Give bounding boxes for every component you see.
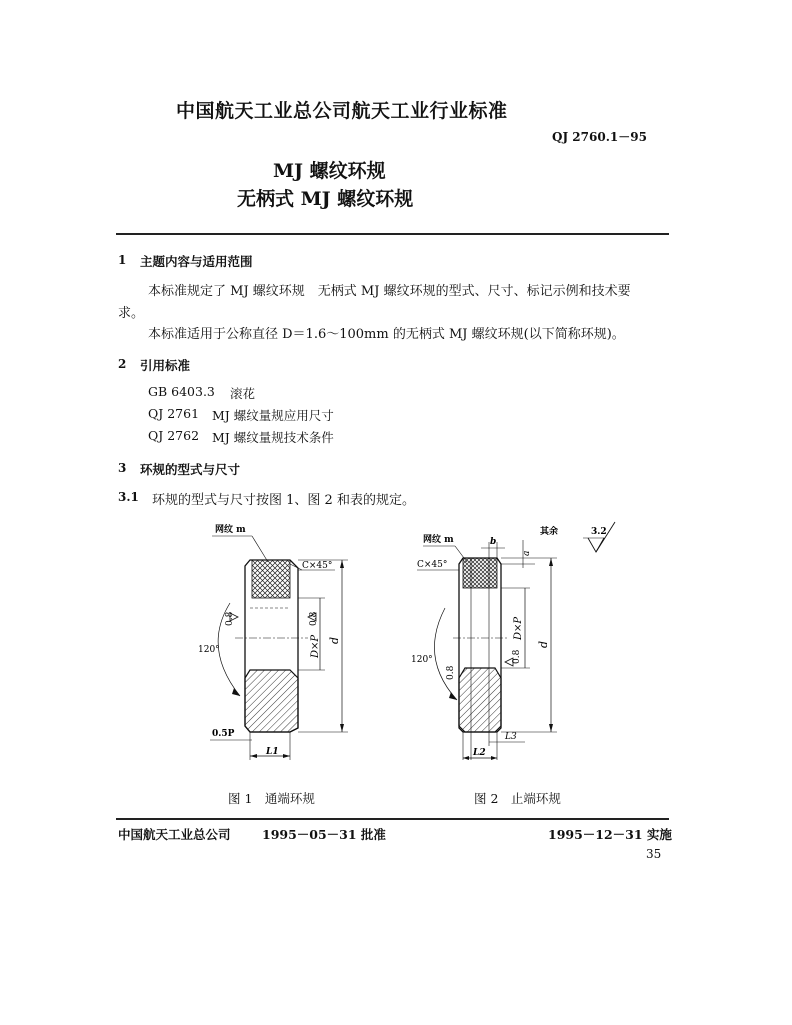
section-hatch	[245, 670, 298, 732]
footer-divider	[116, 818, 669, 820]
knurl-region	[252, 560, 290, 598]
label-angle: 120°	[411, 655, 433, 665]
subsection-3-1-text: 环规的型式与尺寸按图 1、图 2 和表的规定。	[152, 493, 415, 508]
label-chamfer: C×45°	[302, 561, 333, 571]
label-roughness-right: 0.8	[309, 611, 319, 626]
org-title: 中国航天工业总公司航天工业行业标准	[176, 100, 508, 122]
section-1-title: 主题内容与适用范围	[140, 254, 253, 269]
subsection-3-1-number: 3.1	[118, 490, 139, 504]
label-rest-value: 3.2	[591, 527, 607, 537]
reference-code: GB 6403.3	[148, 384, 215, 399]
section-2-title: 引用标准	[140, 358, 191, 373]
footer-issuer: 中国航天工业总公司	[118, 827, 231, 842]
figure-1-caption: 图 1 通端环规	[228, 791, 315, 806]
label-angle: 120°	[198, 645, 220, 655]
label-roughness-left: 0.8	[446, 665, 456, 680]
label-dp: D×P	[513, 616, 524, 640]
section-1-paragraph-1-line-1: 本标准规定了 MJ 螺纹环规 无柄式 MJ 螺纹环规的型式、尺寸、标记示例和技术要	[148, 284, 631, 299]
header-divider	[116, 233, 669, 235]
label-d: d	[537, 640, 550, 648]
label-l3: L3	[505, 732, 517, 742]
label-a: a	[522, 550, 532, 556]
footer-approved-date: 1995－05－31 批准	[262, 827, 386, 842]
label-roughness: 0.8	[512, 649, 522, 664]
knurl-region	[463, 558, 497, 588]
reference-name: MJ 螺纹量规技术条件	[212, 430, 334, 445]
section-3-number: 3	[118, 461, 127, 475]
label-dp: D×P	[310, 634, 321, 658]
section-2-number: 2	[118, 357, 127, 371]
figure-2-drawing	[405, 518, 635, 768]
document-title-line2: 无柄式 MJ 螺纹环规	[237, 188, 414, 210]
label-l2: L2	[473, 748, 486, 758]
reference-name: MJ 螺纹量规应用尺寸	[212, 408, 334, 423]
label-l1: L1	[266, 747, 279, 757]
section-1-number: 1	[118, 253, 127, 267]
label-roughness-left: 0.8	[225, 611, 235, 626]
page-number: 35	[646, 847, 662, 861]
document-title-line1: MJ 螺纹环规	[273, 160, 386, 182]
section-1-paragraph-2: 本标准适用于公称直径 D＝1.6～100mm 的无柄式 MJ 螺纹环规(以下简称环规)。	[148, 327, 625, 342]
section-1-paragraph-1-line-2: 求。	[118, 306, 145, 321]
footer-implemented-date: 1995－12－31 实施	[548, 827, 672, 842]
label-rest: 其余	[540, 527, 559, 537]
reference-name: 滚花	[230, 386, 256, 401]
label-half-p: 0.5P	[212, 729, 235, 739]
label-knurl: 网纹 m	[215, 525, 246, 535]
label-knurl: 网纹 m	[423, 535, 454, 545]
standard-code: QJ 2760.1－95	[552, 130, 647, 144]
reference-code: QJ 2761	[148, 406, 200, 421]
label-d: d	[328, 636, 341, 644]
section-3-title: 环规的型式与尺寸	[140, 462, 241, 477]
reference-code: QJ 2762	[148, 428, 200, 443]
section-hatch	[459, 668, 501, 732]
label-b: b	[490, 537, 497, 547]
figure-1-drawing	[190, 518, 380, 768]
label-chamfer: C×45°	[417, 560, 448, 570]
figure-2-caption: 图 2 止端环规	[474, 791, 561, 806]
